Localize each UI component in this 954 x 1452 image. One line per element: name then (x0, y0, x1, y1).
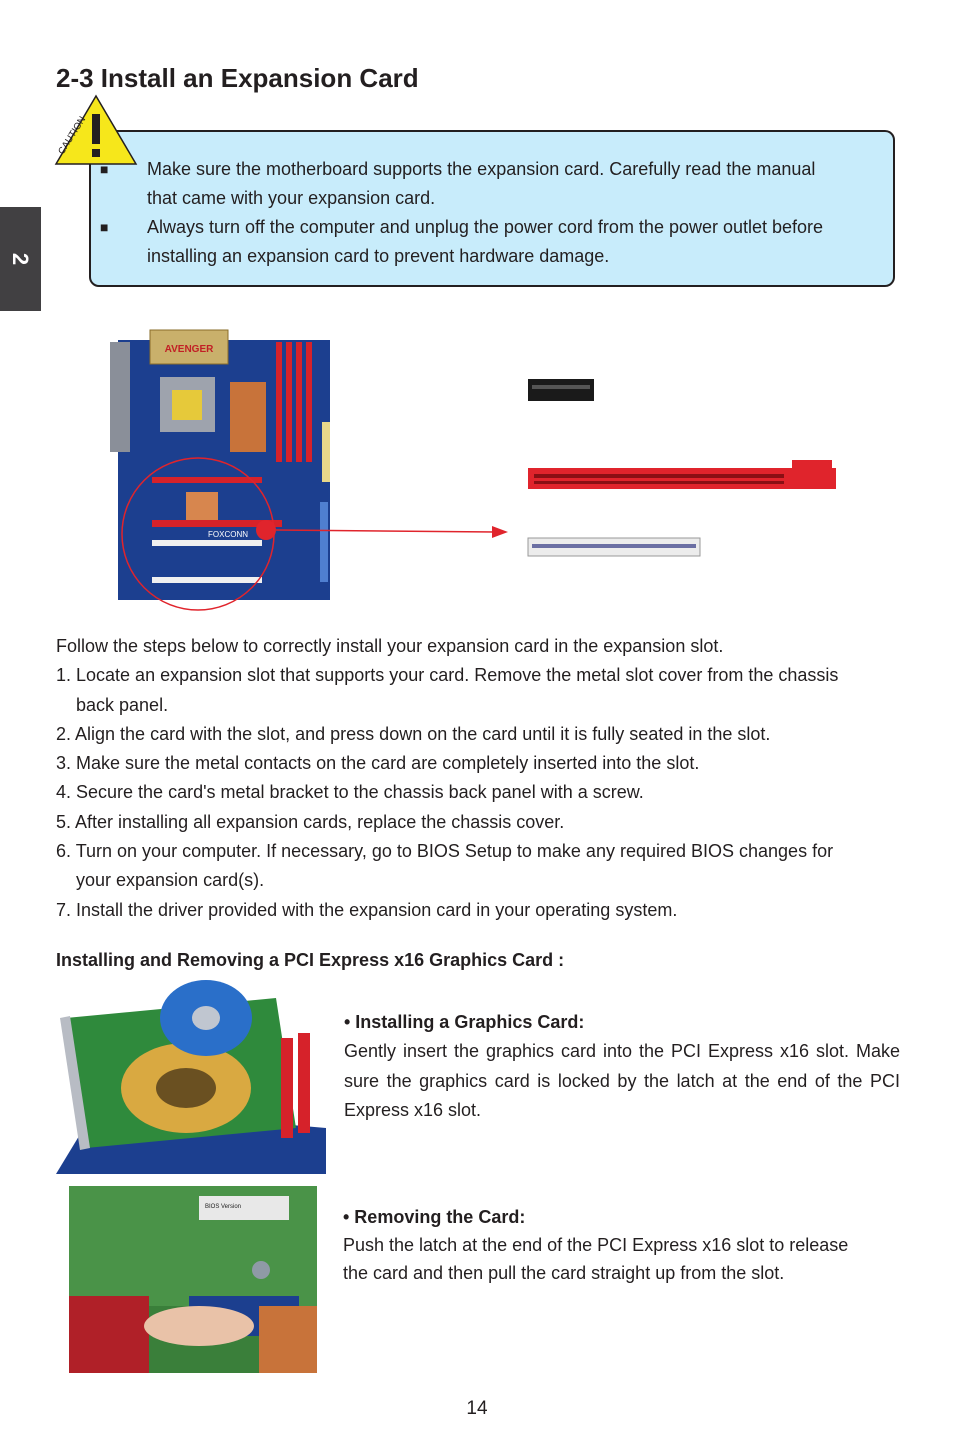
step-item: 6. Turn on your computer. If necessary, go to BIOS Setup to make any required BIOS changes for (56, 841, 834, 862)
step-item-continued: your expansion card(s). (76, 870, 265, 891)
installing-instructions (344, 1008, 900, 1125)
caution-icon (52, 92, 142, 168)
slot-latch (792, 460, 832, 474)
pcie-x1-slot (528, 379, 594, 401)
caution-line: Always turn off the computer and unplug the power cord from the power outlet before (147, 217, 824, 237)
finger (144, 1306, 254, 1346)
motherboard-slot-figure (100, 322, 900, 614)
graphics-card-install-photo (56, 978, 326, 1174)
chapter-number: 2 (8, 252, 34, 266)
board-brand-label: AVENGER (164, 344, 214, 355)
graphics-card-subheading: Installing and Removing a PCI Express x16 Graphics Card : (56, 950, 565, 970)
arrow-head (492, 526, 508, 538)
caution-line: Make sure the motherboard supports the expansion card. Carefully read the manual (147, 159, 816, 179)
removing-body-line: the card and then pull the card straight up from the slot. (343, 1263, 785, 1283)
step-item: 2. Align the card with the slot, and press down on the card until it is fully seated in the slot. (56, 723, 771, 744)
step-item-continued: back panel. (76, 694, 169, 715)
removing-body-line: Push the latch at the end of the PCI Express x16 slot to release (343, 1235, 849, 1255)
removing-heading: • Removing the Card: (343, 1207, 526, 1227)
board-logo-label: FOXCONN (208, 530, 248, 539)
step-item: 4. Secure the card's metal bracket to the chassis back panel with a screw. (56, 782, 644, 803)
step-item: 5. After installing all expansion cards, replace the chassis cover. (56, 811, 565, 832)
caution-bullet: ■ (100, 219, 109, 235)
caution-icon-label: CAUTION (56, 114, 89, 157)
installing-heading: • Installing a Graphics Card: (344, 1012, 585, 1032)
caution-line: that came with your expansion card. (147, 188, 436, 208)
installation-steps (56, 632, 906, 925)
caution-bullet: ■ (100, 161, 109, 177)
page-number: 14 (466, 1398, 488, 1419)
chapter-tab (0, 207, 41, 311)
section-title: 2-3 Install an Expansion Card (56, 63, 419, 93)
slot-marker (256, 520, 276, 540)
removing-instructions (343, 1203, 903, 1287)
step-item: 3. Make sure the metal contacts on the card are completely inserted into the slot. (56, 753, 700, 774)
intro-text: Follow the steps below to correctly install your expansion card in the expansion slot. (56, 636, 724, 656)
bios-label: BIOS Version (205, 1204, 242, 1210)
step-item: 7. Install the driver provided with the expansion card in your operating system. (56, 899, 678, 920)
step-item: 1. Locate an expansion slot that supports your card. Remove the metal slot cover from the chassis (56, 665, 839, 686)
caution-line: installing an expansion card to prevent hardware damage. (147, 246, 610, 266)
pcie-x16-slot (528, 468, 836, 489)
installing-body: Gently insert the graphics card into the PCI Express x16 slot. Make sure the graphics card is locked by the latch at the end of the PCI Express x16 slot. (344, 1041, 900, 1120)
graphics-card-remove-photo (69, 1186, 317, 1373)
